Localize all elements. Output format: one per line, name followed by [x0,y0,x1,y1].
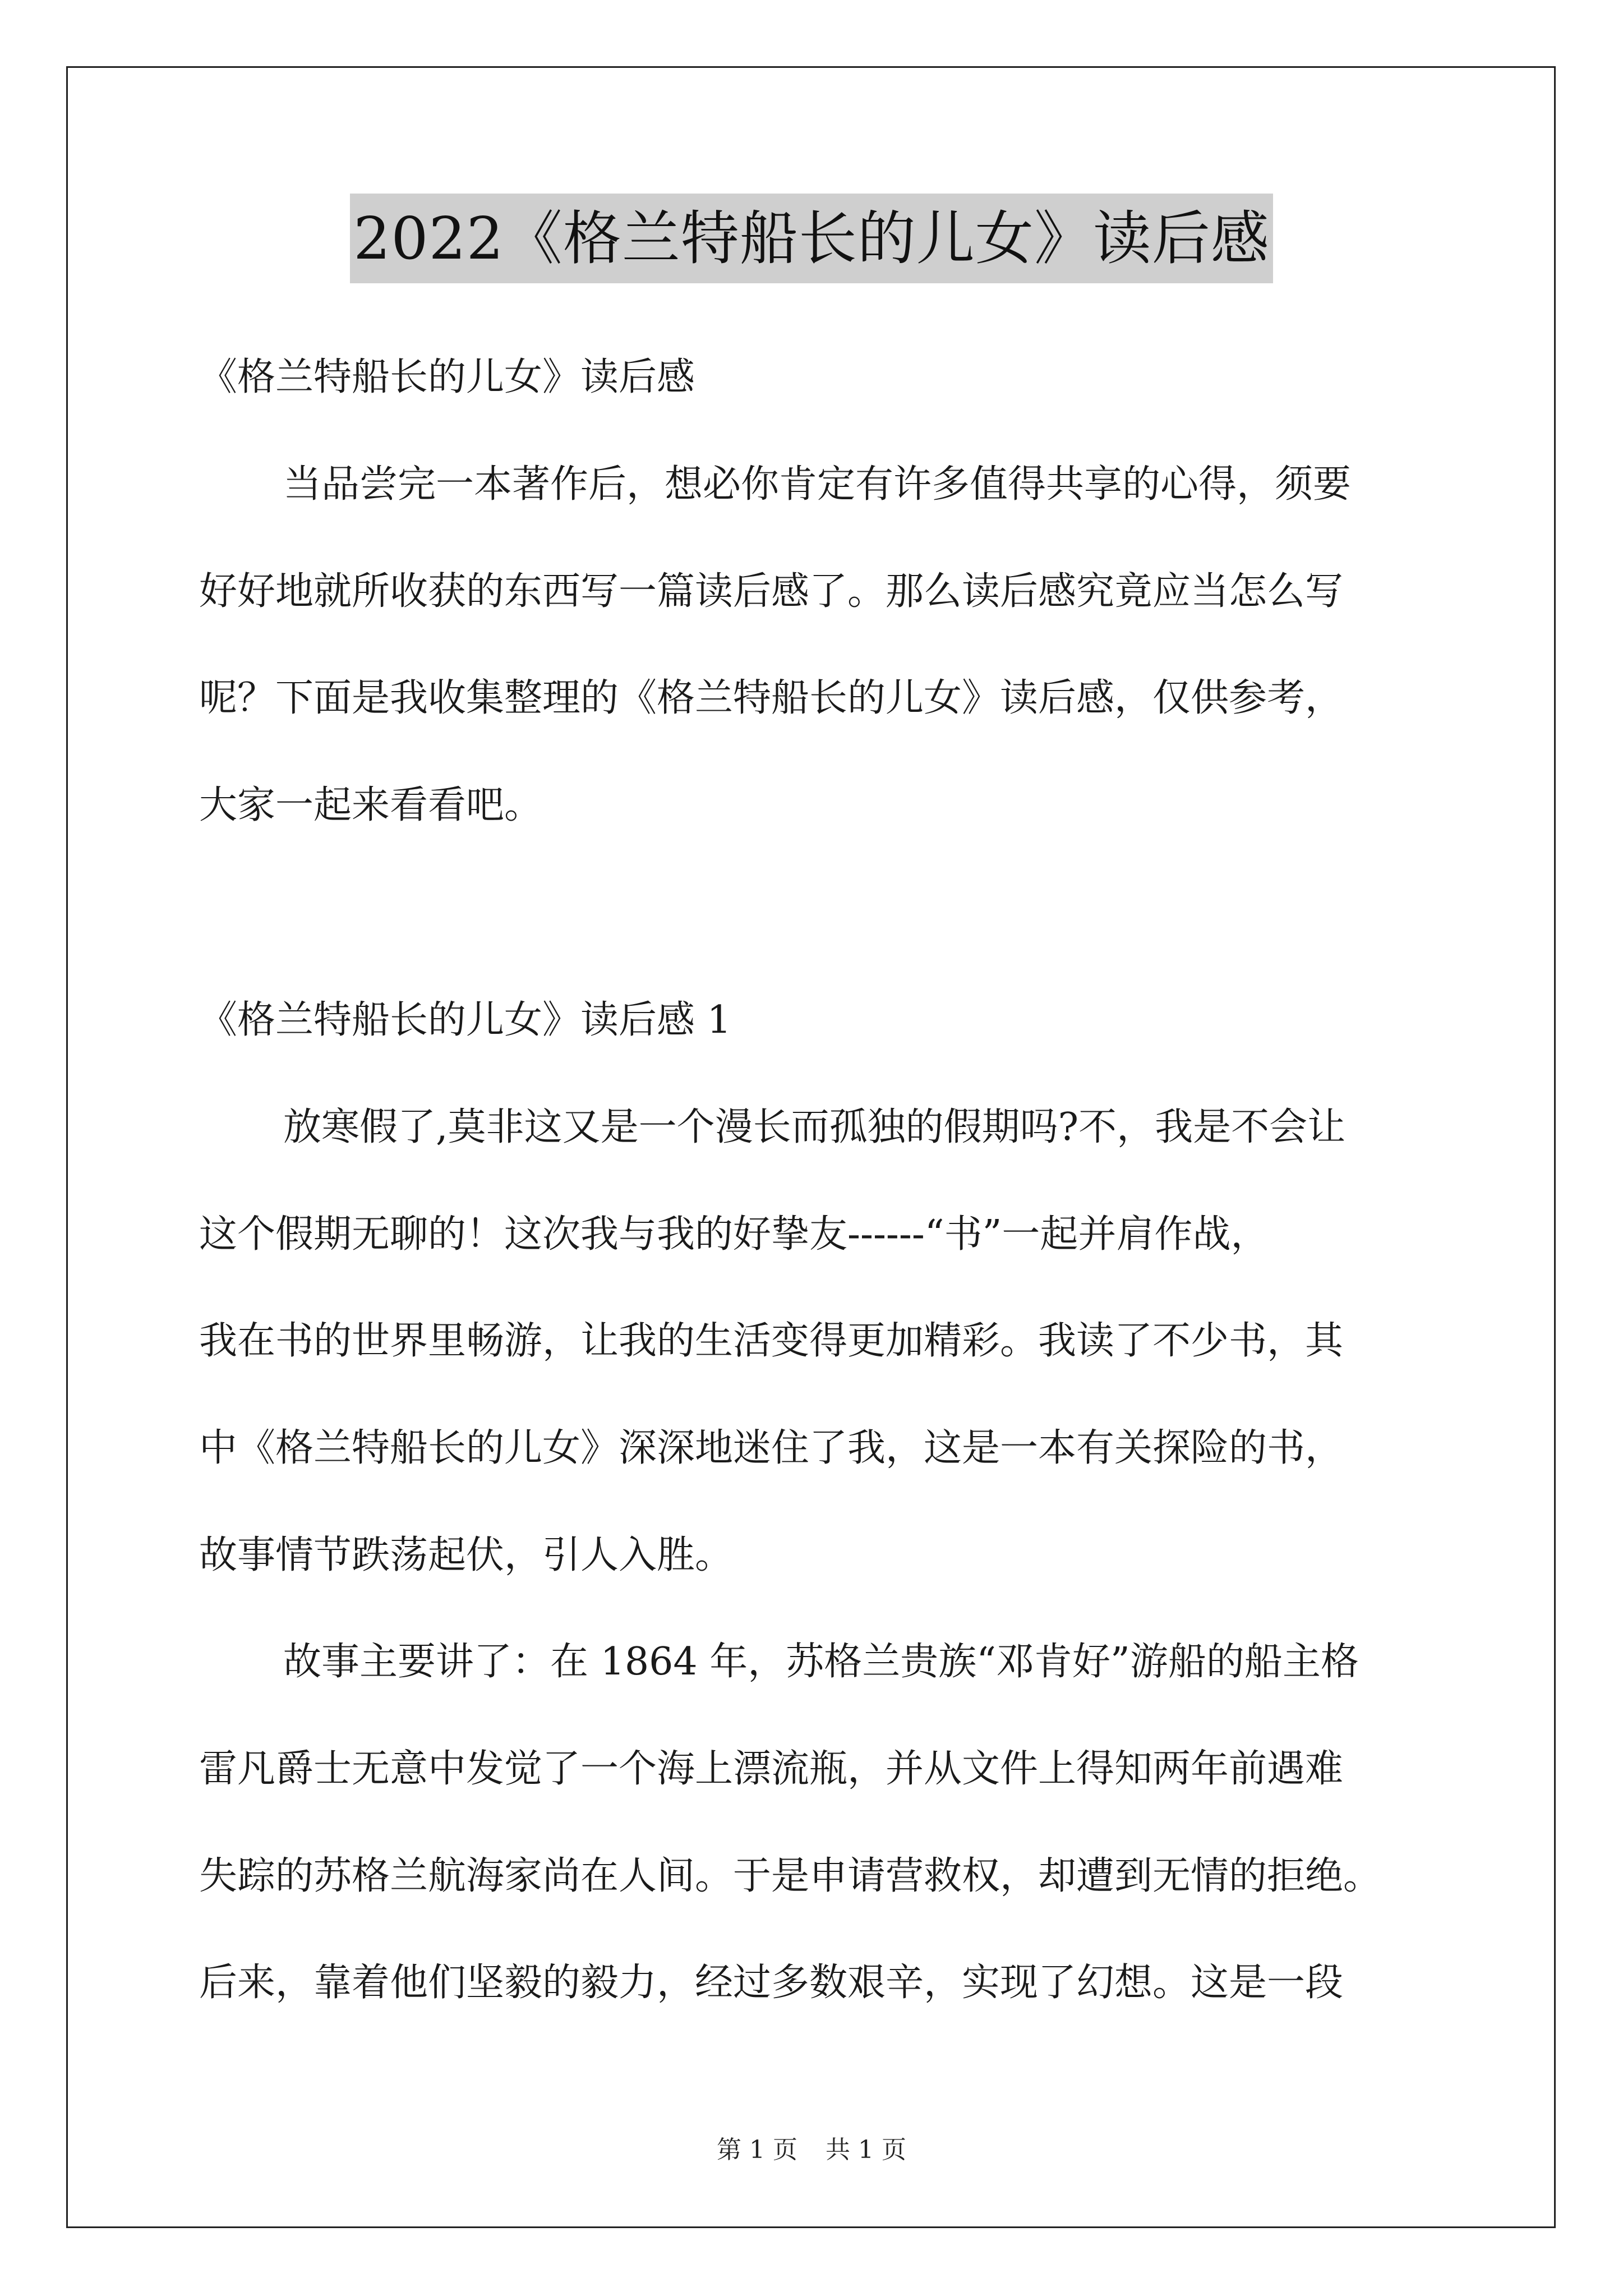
page-number-current: 第 1 页 [717,2136,797,2164]
intro-line: 好好地就所收获的东西写一篇读后感了。那么读后感究竟应当怎么写 [199,569,1344,614]
intro-line: 大家一起来看看吧。 [199,783,543,827]
paragraph-line: 我在书的世界里畅游，让我的生活变得更加精彩。我读了不少书，其 [199,1319,1344,1363]
paragraph-line: 故事主要讲了：在 1864 年，苏格兰贵族“邓肯好”游船的船主格 [283,1640,1359,1684]
page-footer [0,2133,1623,2167]
section-heading: 《格兰特船长的儿女》读后感 1 [199,998,731,1042]
page-number-total: 共 1 页 [826,2136,906,2164]
document-title: 2022《格兰特船长的儿女》读后感 [350,194,1273,283]
paragraph-line: 失踪的苏格兰航海家尚在人间。于是申请营救权，却遭到无情的拒绝。 [199,1854,1382,1898]
title-container [0,194,1623,283]
paragraph-line: 故事情节跌荡起伏，引人入胜。 [199,1533,734,1577]
intro-line: 呢？下面是我收集整理的《格兰特船长的儿女》读后感，仅供参考， [199,676,1344,720]
paragraph-line: 中《格兰特船长的儿女》深深地迷住了我，这是一本有关探险的书， [199,1426,1344,1470]
paragraph-line: 后来，靠着他们坚毅的毅力，经过多数艰辛，实现了幻想。这是一段 [199,1961,1344,2005]
paragraph-line: 这个假期无聊的！这次我与我的好挚友------“书”一起并肩作战， [199,1212,1269,1257]
paragraph-line: 雷凡爵士无意中发觉了一个海上漂流瓶，并从文件上得知两年前遇难 [199,1747,1344,1791]
intro-line: 当品尝完一本著作后，想必你肯定有许多值得共享的心得，须要 [283,462,1352,507]
document-heading: 《格兰特船长的儿女》读后感 [199,355,695,399]
paragraph-line: 放寒假了,莫非这又是一个漫长而孤独的假期吗?不，我是不会让 [283,1105,1346,1149]
